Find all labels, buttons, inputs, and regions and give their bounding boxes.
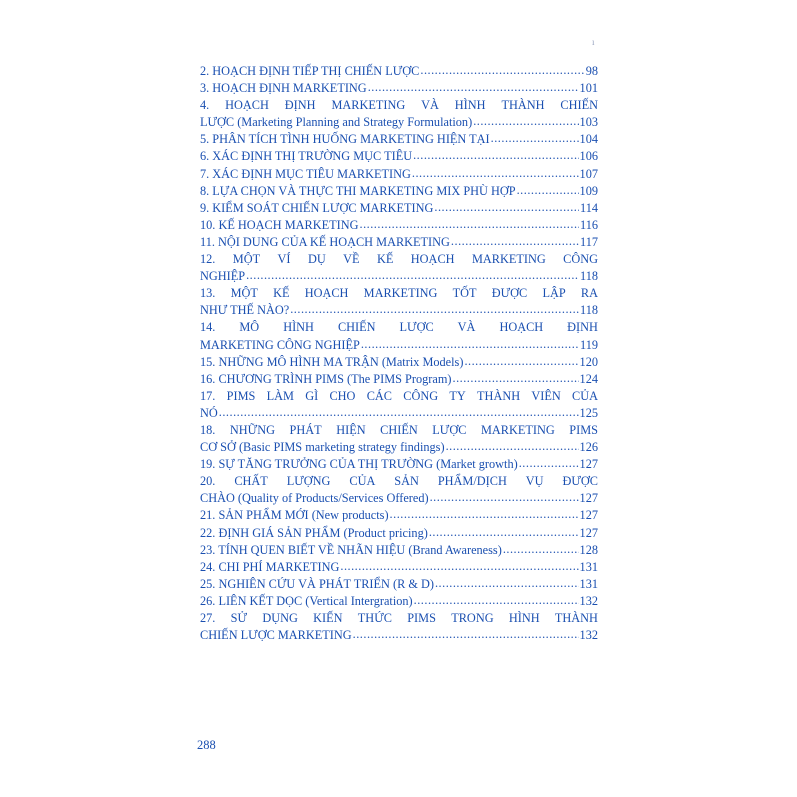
toc-word: PIMS [569,422,598,437]
dot-leader [413,147,578,164]
toc-entry-title: 22. ĐỊNH GIÁ SẢN PHẨM (Product pricing) [200,525,428,540]
toc-word: PHẨM/DỊCH [437,474,507,489]
toc-entry-row [200,559,598,576]
toc-word: LẬP [542,286,566,301]
toc-word: CHẤT [234,474,268,489]
toc-entry-page: 101 [579,81,598,96]
toc-entry-row [200,63,598,80]
toc-entry-row [200,234,598,251]
toc-word: CHIẾN [380,422,418,437]
toc-word: ĐƯỢC [491,286,528,301]
toc-entry-page: 103 [579,115,598,130]
toc-word: KẾ [376,252,394,267]
toc-word: CÔNG [403,388,439,403]
toc-entry [200,234,598,251]
dot-leader [414,592,579,609]
toc-entry-page: 125 [579,405,598,420]
toc-entry [200,97,598,131]
toc-entry-page: 132 [579,593,598,608]
toc-entry-page: 98 [585,64,598,78]
toc-entry-page: 126 [579,440,598,455]
toc-word: LƯỢC [399,320,434,335]
toc-word: KIẾN [313,611,343,625]
toc-entry-page: 120 [579,354,598,369]
toc-entry-title: 15. NHỮNG MÔ HÌNH MA TRẬN (Matrix Models) [200,354,464,369]
toc-word: MỘT [232,252,261,267]
dot-leader [451,233,579,250]
dot-leader [290,301,579,318]
toc-entry-row [200,148,598,165]
toc-word: HÌNH [283,320,314,335]
toc-entry-page: 118 [580,269,598,284]
toc-entry-line [200,319,598,336]
toc-word: VÍ [277,252,291,267]
toc-entry-row [200,183,598,200]
dot-leader [503,541,579,558]
toc-entry-title: NHƯ THẾ NÀO? [200,303,290,318]
toc-entry-title: 11. NỘI DUNG CỦA KẾ HOẠCH MARKETING [200,234,450,249]
dot-leader [353,626,579,643]
toc-entry-title: 26. LIÊN KẾT DỌC (Vertical Intergration) [200,593,413,608]
toc-entry [200,80,598,97]
toc-entry [200,251,598,285]
toc-word: DỤNG [262,611,298,625]
toc-entry [200,542,598,559]
toc-entry-row [200,576,598,593]
toc-entry-page: 119 [580,337,598,352]
toc-word: SẢN [394,474,419,489]
toc-word: LƯỢNG [286,474,331,489]
toc-word: HÌNH [454,98,486,113]
toc-entry-title: 19. SỰ TĂNG TRƯỞNG CỦA THỊ TRƯỜNG (Market growth) [200,457,518,472]
toc-word: HOẠCH [304,286,349,301]
toc-entry-line [200,473,598,490]
toc-entry-title: 6. XÁC ĐỊNH THỊ TRƯỜNG MỤC TIÊU [200,149,413,164]
toc-entry [200,559,598,576]
page-number: 288 [197,738,216,752]
toc-entry [200,285,598,319]
toc-word: HOẠCH [499,320,544,335]
toc-entry-row [200,593,598,610]
toc-word: 13. [200,286,216,301]
dot-leader [491,130,579,147]
toc-entry-page: 131 [579,576,598,591]
toc-word: THÀNH [554,611,598,625]
dot-leader [429,524,579,541]
toc-entry-page: 109 [579,183,598,198]
toc-entry-title: MARKETING CÔNG NGHIỆP [200,337,360,352]
toc-word: CỦA [349,474,376,489]
toc-entry-title: NGHIỆP [200,269,246,284]
toc-word: CỦA [572,388,598,403]
toc-entry-title: 24. CHI PHÍ MARKETING [200,559,340,574]
toc-word: VỀ [343,252,360,267]
toc-entry-line [200,422,598,439]
toc-entry [200,507,598,524]
toc-word: GÌ [305,388,319,403]
toc-word: PHÁT [289,422,322,437]
toc-entry [200,422,598,456]
toc-word: 20. [200,474,216,489]
toc-entry-page: 132 [579,628,598,643]
toc-word: MỘT [230,286,258,301]
toc-entry-row [200,490,598,507]
toc-entry-row [200,525,598,542]
toc-entry [200,63,598,80]
toc-entry [200,354,598,371]
dot-leader [430,489,579,506]
dot-leader [420,62,584,79]
toc-entry [200,388,598,422]
toc-word: MARKETING [363,286,438,301]
toc-entry-row [200,354,598,371]
dot-leader [390,506,579,523]
toc-entry [200,525,598,542]
dot-leader [360,216,580,233]
toc-entry-title: 5. PHÂN TÍCH TÌNH HUỐNG MARKETING HIỆN TẠI [200,132,490,147]
toc-word: 12. [200,252,216,267]
toc-word: CÔNG [563,252,598,267]
toc-word: THÀNH [501,98,545,113]
toc-word: HIỆN [336,422,366,437]
toc-word: SỬ [230,611,248,625]
toc-entry-page: 127 [579,457,598,472]
toc-word: ĐỊNH [567,320,598,335]
toc-entry-title: 25. NGHIÊN CỨU VÀ PHÁT TRIỂN (R & D) [200,576,434,591]
toc-entry-row [200,114,598,131]
toc-entry-page: 131 [579,559,598,574]
toc-entry [200,200,598,217]
toc-word: 14. [200,320,216,335]
toc-entry-row [200,166,598,183]
toc-word: MÔ [239,320,260,335]
dot-leader [519,455,579,472]
dot-leader [446,438,579,455]
toc-word: ĐỊNH [284,98,316,113]
toc-entry-title: 16. CHƯƠNG TRÌNH PIMS (The PIMS Program) [200,371,452,386]
toc-entry-title: CHIẾN LƯỢC MARKETING [200,628,352,643]
toc-entry-title: 2. HOẠCH ĐỊNH TIẾP THỊ CHIẾN LƯỢC [200,64,420,78]
toc-word: LƯỢC [432,422,467,437]
toc-word: THÀNH [477,388,521,403]
toc-entry [200,166,598,183]
toc-entry-page: 117 [580,234,598,249]
dot-leader [435,575,579,592]
toc-word: ĐƯỢC [562,474,598,489]
toc-entry-line [200,97,598,114]
toc-word: LÀM [266,388,294,403]
toc-entry-row [200,371,598,388]
toc-entry-page: 127 [579,508,598,523]
toc-word: TỐT [452,286,477,301]
toc-entry [200,576,598,593]
toc-word: VÀ [421,98,439,113]
toc-entry-title: 10. KẾ HOẠCH MARKETING [200,217,359,232]
table-of-contents [200,63,598,644]
toc-entry-row [200,507,598,524]
toc-entry-title: 3. HOẠCH ĐỊNH MARKETING [200,81,367,96]
toc-word: MARKETING [480,422,555,437]
toc-word: VIÊN [531,388,561,403]
toc-entry-row [200,302,598,319]
dot-leader [453,370,579,387]
toc-word: NHỮNG [229,422,275,437]
toc-entry-line [200,388,598,405]
toc-word: CÁC [366,388,392,403]
toc-entry [200,473,598,507]
toc-word: RA [580,286,598,301]
toc-word: 18. [200,422,216,437]
toc-word: 27. [200,611,216,625]
toc-word: TY [449,388,466,403]
toc-entry-page: 114 [580,200,598,215]
toc-word: DỤ [307,252,326,267]
dot-leader [434,199,579,216]
toc-entry-row [200,439,598,456]
toc-entry-row [200,200,598,217]
toc-entry-page: 106 [579,149,598,164]
toc-entry [200,456,598,473]
dot-leader [412,165,579,182]
toc-entry-page: 118 [580,303,598,318]
toc-word: KẾ [273,286,290,301]
toc-word: CHIẾN [560,98,598,113]
toc-word: THỨC [357,611,392,625]
toc-word: HOẠCH [410,252,455,267]
toc-entry-title: NÓ [200,405,218,420]
toc-entry-title: LƯỢC (Marketing Planning and Strategy Formulation) [200,115,473,130]
dot-leader [517,182,579,199]
toc-entry-row [200,337,598,354]
toc-word: HOẠCH [225,98,269,113]
toc-entry [200,131,598,148]
toc-entry [200,610,598,644]
toc-entry-title: CHÀO (Quality of Products/Services Offered) [200,491,429,506]
toc-entry [200,183,598,200]
toc-word: 17. [200,388,216,403]
toc-entry [200,148,598,165]
toc-entry-row [200,542,598,559]
toc-word: PIMS [226,388,256,403]
toc-entry-page: 107 [579,166,598,181]
toc-entry-page: 116 [580,217,598,232]
toc-entry-title: 8. LỰA CHỌN VÀ THỰC THI MARKETING MIX PHÙ HỢP [200,183,516,198]
toc-entry-row [200,80,598,97]
toc-entry-page: 127 [579,491,598,506]
toc-entry-line [200,610,598,627]
toc-entry-title: 23. TÍNH QUEN BIẾT VỀ NHÃN HIỆU (Brand Awareness) [200,542,502,557]
toc-word: VÀ [457,320,476,335]
dot-leader [464,353,578,370]
toc-entry [200,593,598,610]
dot-leader [246,267,579,284]
toc-entry-row [200,268,598,285]
toc-entry-page: 124 [579,371,598,386]
toc-entry-title: 7. XÁC ĐỊNH MỤC TIÊU MARKETING [200,166,411,181]
dot-leader [361,336,579,353]
toc-entry-title: 21. SẢN PHẨM MỚI (New products) [200,508,389,523]
toc-entry-line [200,251,598,268]
toc-entry-row [200,217,598,234]
toc-entry-title: 9. KIỂM SOÁT CHIẾN LƯỢC MARKETING [200,200,434,215]
dot-leader [473,113,578,130]
scan-mark: ı [592,37,595,47]
toc-word: VỤ [525,474,544,489]
toc-entry-row [200,456,598,473]
toc-word: HÌNH [508,611,540,625]
dot-leader [368,79,579,96]
toc-entry-page: 128 [579,542,598,557]
dot-leader [340,558,578,575]
toc-word: MARKETING [471,252,546,267]
toc-entry-page: 104 [579,132,598,147]
toc-word: CHO [329,388,356,403]
toc-entry-page: 127 [579,525,598,540]
toc-entry-row [200,405,598,422]
toc-entry [200,371,598,388]
toc-entry-line [200,285,598,302]
toc-word: TRONG [451,611,494,625]
toc-entry-row [200,627,598,644]
toc-word: PIMS [407,611,436,625]
toc-word: MARKETING [331,98,406,113]
toc-entry-row [200,131,598,148]
toc-entry-title: CƠ SỞ (Basic PIMS marketing strategy findings) [200,440,445,455]
toc-word: CHIẾN [337,320,376,335]
toc-word: 4. [200,98,210,113]
dot-leader [219,404,579,421]
toc-entry [200,217,598,234]
toc-entry [200,319,598,353]
